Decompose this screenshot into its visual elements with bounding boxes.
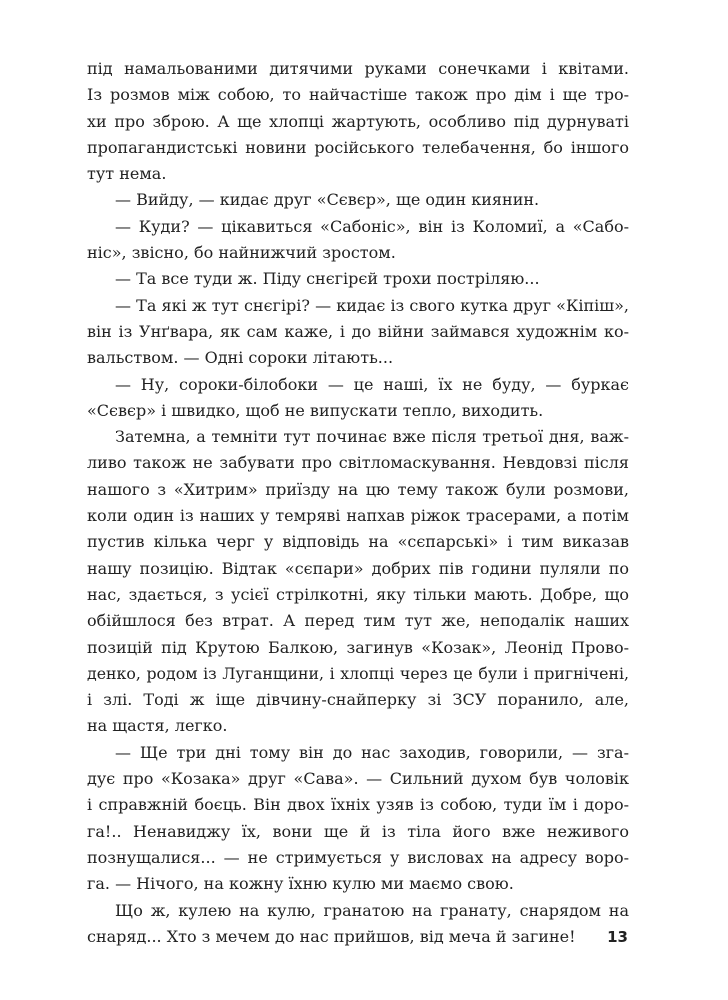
page-number: 13 (607, 928, 628, 946)
text-line: Що ж, кулею на кулю, гранатою на гранату, снарядом на (115, 900, 629, 920)
text-line: нашого з «Хитрим» приїзду на цю тему також були розмови, (87, 479, 629, 499)
text-line: Із розмов між собою, то найчастіше також про дім і ще тро- (87, 85, 629, 105)
text-line: денко, родом із Луганщини, і хлопці через це були і пригнічені, (87, 663, 629, 683)
text-line: ливо також не забувати про світломаскування. Невдовзі після (87, 453, 629, 473)
text-line: хи про зброю. А ще хлопці жартують, особливо під дурнуваті (87, 111, 629, 131)
text-line: вальством. — Одні сороки літають... (87, 348, 394, 368)
text-line: нас, здається, з усієї стрілкотні, яку тільки мають. Добре, що (87, 584, 629, 604)
text-line: і злі. Тоді ж іще дівчину-снайперку зі ЗСУ поранило, але, (87, 690, 629, 710)
text-line: він із Унґвара, як сам каже, і до війни займався художнім ко- (87, 321, 629, 341)
text-line: — Вийду, — кидає друг «Сєвєр», ще один киянин. (115, 190, 540, 210)
text-line: — Куди? — цікавиться «Сабоніс», він із Коломиї, а «Сабо- (115, 216, 629, 236)
text-line: позицій під Крутою Балкою, загинув «Козак», Леонід Прово- (87, 637, 629, 657)
text-line: під намальованими дитячими руками сонечками і квітами. (87, 59, 629, 78)
text-line: на щастя, легко. (87, 716, 228, 736)
text-line: снаряд... Хто з мечем до нас прийшов, від меча й загине! (87, 926, 576, 946)
text-line: ніс», звісно, бо найнижчий зростом. (87, 243, 396, 263)
text-line: га!.. Ненавиджу їх, вони ще й із тіла його вже неживого (87, 821, 629, 841)
text-line: — Та все туди ж. Піду снєгірєй трохи постріляю... (115, 269, 540, 289)
text-line: Затемна, а темніти тут починає вже після третьої дня, важ- (115, 427, 629, 447)
body-text (87, 56, 629, 950)
text-line: — Та які ж тут снєгірі? — кидає із свого кутка друг «Кіпіш», (115, 295, 629, 315)
text-line: пропагандистські новини російського телебачення, бо іншого (87, 137, 629, 157)
text-line: га. — Нічого, на кожну їхню кулю ми маємо свою. (87, 874, 514, 894)
text-line: і справжній боєць. Він двох їхніх узяв із собою, туди їм і доро- (87, 795, 629, 815)
text-line: тут нема. (87, 164, 167, 184)
text-line: «Сєвєр» і швидко, щоб не випускати тепло, виходить. (87, 400, 544, 420)
text-line: познущалися... — не стримується у висловах на адресу воро- (87, 847, 629, 867)
text-line: дує про «Козака» друг «Сава». — Сильний духом був чоловік (87, 769, 629, 789)
text-line: нашу позицію. Відтак «сєпари» добрих пів години пуляли по (87, 558, 629, 578)
text-line: обійшлося без втрат. А перед тим тут же, неподалік наших (87, 611, 629, 631)
text-line: — Ну, сороки-білобоки — це наші, їх не буду, — буркає (115, 374, 629, 394)
text-line: пустив кілька черг у відповідь на «сєпарські» і тим виказав (87, 532, 629, 552)
text-line: — Ще три дні тому він до нас заходив, говорили, — зга- (115, 742, 629, 762)
text-line: коли один із наших у темряві напхав ріжок трасерами, а потім (87, 506, 629, 526)
